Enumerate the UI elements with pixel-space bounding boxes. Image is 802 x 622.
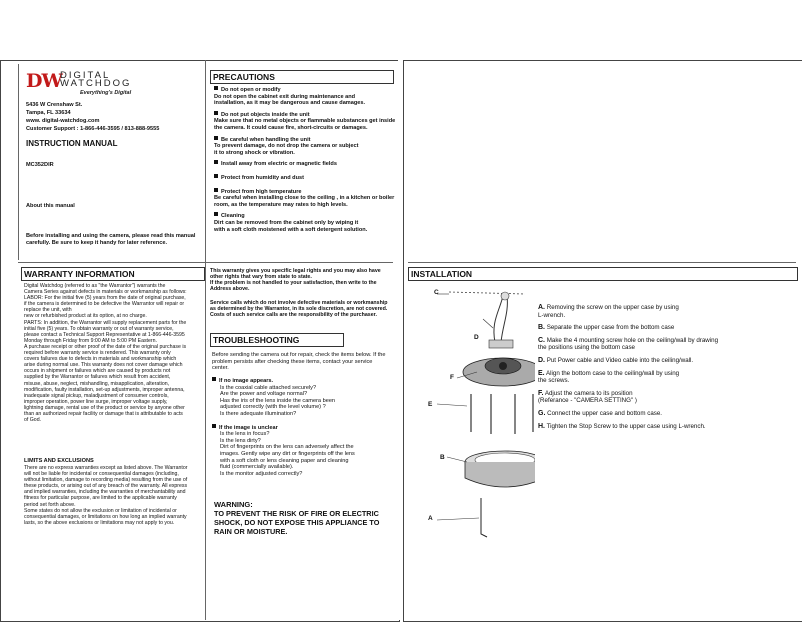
troubleshooting-list bbox=[212, 377, 397, 477]
precaution-item: Be careful when handling the unit To prevent damage, do not drop the camera or subject it to strong shock or vibration. bbox=[214, 136, 359, 156]
step-item: H. Tighten the Stop Screw to the upper case using L-wrench. bbox=[538, 422, 706, 430]
troubleshoot-item: If no image appears. Is the coaxial cable attached securely? Are the power and voltage normal? Has the iris of the lens inside the camera been adjusted correctly (with the level volume) ? Is there adequate illumination? bbox=[212, 377, 397, 418]
step-item: F. Adjust the camera to its position (Referance - "CAMERA SETTING" ) bbox=[538, 389, 637, 405]
callout-f: F bbox=[450, 374, 454, 381]
address-support: Customer Support : 1-866-446-3595 / 813-888-9555 bbox=[26, 126, 160, 132]
callout-c: C bbox=[434, 289, 439, 296]
precaution-item: Protect from high temperature Be careful when installing close to the ceiling , in a kitchen or boiler room, as the temperature may rates to high levels. bbox=[214, 188, 395, 208]
precaution-item: Do not put objects inside the unit Make sure that no metal objects or flammable substances get inside the camera. It could cause fire, short-circuits or damages. bbox=[214, 111, 396, 131]
about-text: Before installing and using the camera, please read this manual carefully. Be sure to keep it handy for later reference. bbox=[26, 233, 196, 246]
logo bbox=[26, 70, 136, 100]
troubleshooting-intro: Before sending the camera out for repair, check the items below. If the problem persists after checking these items, contact your service center. bbox=[212, 352, 386, 372]
precaution-item: Do not open or modify Do not open the cabinet exit during maintenance and installation, as it may be dangerous and cause damages. bbox=[214, 87, 366, 107]
warning-heading: WARNING: bbox=[214, 500, 253, 509]
address-city: Tampa, FL 33634 bbox=[26, 110, 71, 116]
precaution-item: Protect from humidity and dust bbox=[214, 174, 399, 182]
bullet-icon bbox=[214, 136, 218, 140]
row-divider-right bbox=[408, 262, 796, 263]
precaution-item: Install away from electric or magnetic fields bbox=[214, 160, 399, 168]
installation-diagram bbox=[425, 282, 535, 542]
logo-line1: DIGITAL bbox=[60, 70, 111, 81]
logo-line2: WATCHDOG bbox=[60, 78, 132, 89]
service-text: Service calls which do not involve defective materials or workmanship as determined by the Warrantor, in its sole discretion, are not covered. Costs of such service calls are the responsibility of the purchaser. bbox=[210, 300, 388, 319]
top-rule-left bbox=[18, 64, 19, 260]
bullet-icon bbox=[214, 160, 218, 164]
troubleshoot-item: If the image is unclear Is the lens in focus? Is the lens dirty? Dirt of fingerprints on the lens can adversely affect the images. Gently wipe any dirt or fingerprints off the lens with a soft cloth or lens cleaning paper and cleaning fluid (commercially available). Is the monitor adjusted correctly? bbox=[212, 424, 397, 478]
installation-steps bbox=[538, 304, 796, 430]
bracket-icon bbox=[489, 340, 513, 348]
bullet-icon bbox=[214, 86, 218, 90]
rights-text: This warranty gives you specific legal rights and you may also have other rights that vary from state to state. If the problem is not handled to your satisfaction, then write to the Address above. bbox=[210, 268, 381, 293]
warranty-heading: WARRANTY INFORMATION bbox=[21, 267, 205, 281]
logo-tagline: Everything's Digital bbox=[80, 90, 132, 96]
row-divider bbox=[18, 262, 393, 263]
callout-d: D bbox=[474, 334, 479, 341]
precaution-item: Cleaning Dirt can be removed from the cabinet only by wiping it with a soft cloth moistened with a soft detergent solution. bbox=[214, 213, 368, 233]
bullet-icon bbox=[214, 174, 218, 178]
callout-a: A bbox=[428, 515, 433, 522]
lens-icon bbox=[499, 362, 507, 370]
model-number: MC352DIR bbox=[26, 162, 54, 168]
logo-mark: DW bbox=[26, 70, 62, 92]
about-heading: About this manual bbox=[26, 203, 75, 209]
callout-b: B bbox=[440, 454, 445, 461]
limits-text: There are no express warranties except as listed above. The Warrantor will not be liable for incidental or consequential damages (including, without limitation, damage to recording media) resulting from the use of these products, or arising out of any breach of the warranty. All express and implied warranties, including the warranties of merchantability and fitness for particular purpose, are limited to the applicable warranty period set forth above. Some states do not allow the exclusion or limitation of incidental or consequential damages, or limitations on how long an implied warranty lasts, so the above exclusions or limitations may not apply to you. bbox=[24, 465, 188, 526]
manual-title: INSTRUCTION MANUAL bbox=[26, 139, 118, 148]
warning-text: TO PREVENT THE RISK OF FIRE OR ELECTRIC SHOCK, DO NOT EXPOSE THIS APPLIANCE TO RAIN OR MOISTURE. bbox=[214, 509, 380, 536]
address-street: 5436 W Crenshaw St. bbox=[26, 102, 83, 108]
bullet-icon bbox=[212, 377, 216, 381]
step-item: D. Put Power cable and Video cable into the ceiling/wall. bbox=[538, 356, 694, 364]
step-item: G. Connect the upper case and bottom case. bbox=[538, 409, 663, 417]
l-wrench-icon bbox=[481, 498, 487, 537]
step-item: A. Removing the screw on the upper case by using L-wrench. bbox=[538, 304, 679, 319]
precautions-list bbox=[214, 86, 399, 233]
callout-e: E bbox=[428, 401, 433, 408]
step-item: C. Make the 4 mounting screw hole on the ceiling/wall by drawing the positions using the bottom case bbox=[538, 336, 719, 352]
cable-icon bbox=[501, 296, 507, 342]
bullet-icon bbox=[214, 111, 218, 115]
precautions-heading: PRECAUTIONS bbox=[210, 70, 394, 84]
step-item: B. Separate the upper case from the bottom case bbox=[538, 324, 675, 332]
cable-end-icon bbox=[501, 292, 509, 300]
troubleshooting-heading: TROUBLESHOOTING bbox=[210, 333, 344, 347]
address-web: www. digital-watchdog.com bbox=[26, 118, 100, 124]
warranty-text: Digital Watchdog (referred to as "the Warrantor") warrants the Camera Series against defects in materials or workmanship as follows: LABOR: For the initial five (5) years from the date of original purchase, if the camera is determined to be defective the Warrantor will repair or replace the unit, with new or refurbished product at its option, at no charge. PARTS: In addition, the Warrantor will supply replacement parts for the initial five (5) years. To obtain warranty or out of warranty service, please contact a Technical Support Representative at 1-866-446-3595 Monday through Friday from 9:00 AM to 5:00 PM Eastern. A purchase receipt or other proof of the date of the original purchase is required before warranty service is rendered. This warranty only covers failures due to defects in materials and workmanship which arise during normal use. This warranty does not cover damage which occurs in shipment or failures which are caused by products not supplied by the Warrantor or failures which result from accident, misuse, abuse, neglect, mishandling, misapplication, alteration, modification, faulty installation, set-up adjustments, improper antenna, inadequate signal pickup, maladjustment of consumer controls, improper operation, power line surge, improper voltage supply, lightning damage, rental use of the product or service by anyone other than an authorized repair facility or damage that is attributable to acts of God. bbox=[24, 283, 187, 424]
step-item: E. Align the bottom case to the ceiling/wall by using the screws. bbox=[538, 369, 680, 385]
bullet-icon bbox=[214, 188, 218, 192]
bullet-icon bbox=[212, 424, 216, 428]
bullet-icon bbox=[214, 212, 218, 216]
ceiling-line bbox=[449, 292, 525, 294]
installation-heading: INSTALLATION bbox=[408, 267, 798, 281]
limits-heading: LIMITS AND EXCLUSIONS bbox=[24, 458, 94, 464]
